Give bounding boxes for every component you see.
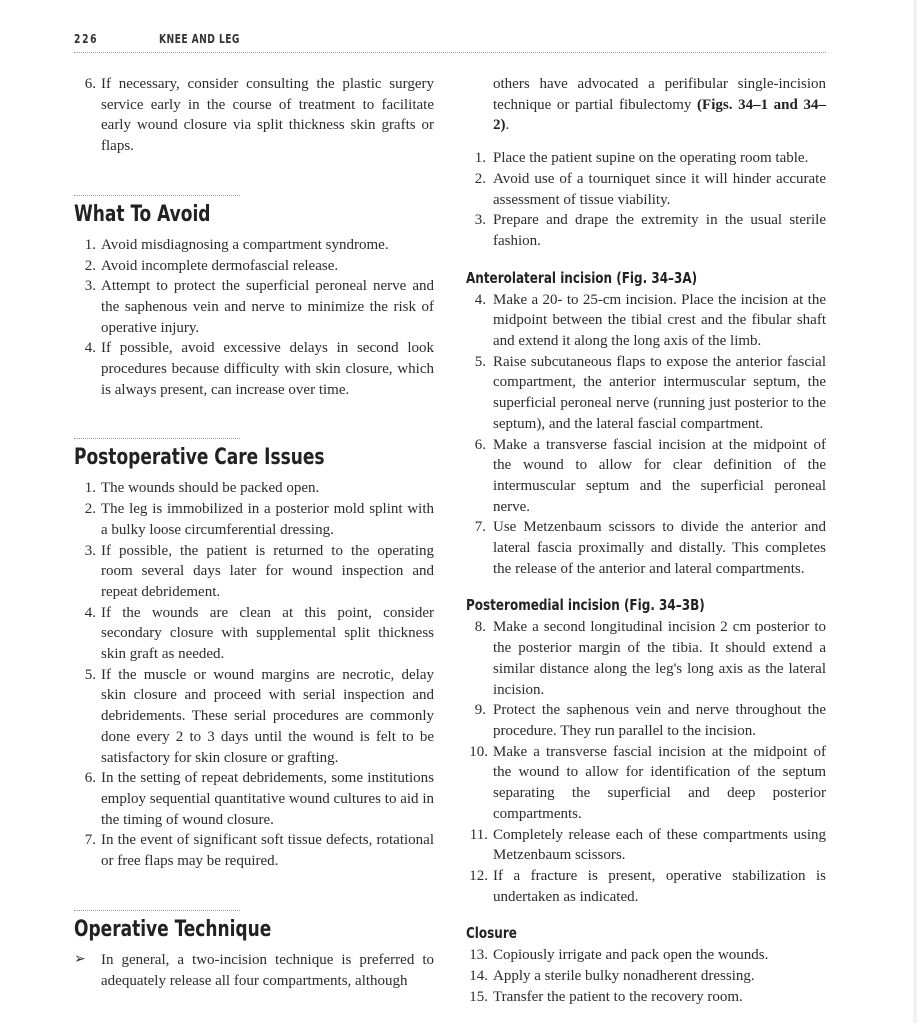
list-item xyxy=(74,603,434,665)
list-item xyxy=(74,541,434,603)
operative-technique-bullets xyxy=(74,950,434,991)
subsection-title-anterolateral: Anterolateral incision (Fig. 34–3A) xyxy=(466,268,698,287)
item-text: Completely release each of these compartments using Metzenbaum scissors. xyxy=(493,826,826,864)
item-text: Transfer the patient to the recovery room. xyxy=(493,988,743,1005)
what-to-avoid-list xyxy=(74,235,434,401)
continued-paragraph xyxy=(466,74,826,136)
section-title-operative-technique: Operative Technique xyxy=(74,916,272,942)
list-item xyxy=(74,830,434,871)
subsection-title-posteromedial: Posteromedial incision (Fig. 34–3B) xyxy=(466,596,705,615)
list-item xyxy=(74,338,434,400)
list-item xyxy=(466,987,826,1008)
continued-list xyxy=(74,74,434,157)
list-item xyxy=(466,966,826,987)
list-item xyxy=(74,665,434,769)
item-number: 9. xyxy=(474,702,486,719)
list-item xyxy=(466,945,826,966)
item-text: Copiously irrigate and pack open the wounds. xyxy=(493,947,769,964)
item-text: The leg is immobilized in a posterior mold splint with a bulky loose circumferential dressing. xyxy=(101,501,434,538)
item-number: 6. xyxy=(84,770,96,787)
item-text: If a fracture is present, operative stabilization is undertaken as indicated. xyxy=(493,867,826,905)
list-item xyxy=(466,435,826,518)
list-item xyxy=(74,768,434,830)
item-number: 7. xyxy=(474,519,486,536)
item-text: Make a second longitudinal incision 2 cm posterior to the posterior margin of the tibia. It should extend a similar distance along the leg's long axis as the lateral incision. xyxy=(493,619,826,698)
item-text: Avoid misdiagnosing a compartment syndrome. xyxy=(101,236,389,253)
list-item xyxy=(466,169,826,210)
item-text: In the setting of repeat debridements, some institutions employ sequential quantitative wound cultures to aid in the timing of wound closure. xyxy=(101,770,434,828)
item-number: 11. xyxy=(469,826,488,843)
bullet-text: In general, a two-incision technique is preferred to adequately release all four compartments, although xyxy=(101,951,434,989)
item-text: Prepare and drape the extremity in the usual sterile fashion. xyxy=(493,212,826,249)
item-text: Place the patient supine on the operating room table. xyxy=(493,150,809,167)
item-number: 7. xyxy=(84,832,96,849)
paragraph-end: . xyxy=(505,117,510,134)
item-text: If necessary, consider consulting the plastic surgery service early in the course of treatment to facilitate early wound closure via split thickness skin grafts or flaps. xyxy=(101,76,434,155)
item-text: In the event of significant soft tissue defects, rotational or free flaps may be required. xyxy=(101,832,434,870)
chapter-title: KNEE AND LEG xyxy=(159,32,240,46)
item-number: 3. xyxy=(474,212,486,229)
item-number: 14. xyxy=(469,968,488,985)
subsection-title-closure: Closure xyxy=(466,924,517,943)
list-item xyxy=(466,742,826,825)
item-text: If possible, the patient is returned to the operating room several days later for wound inspection and repeat debridement. xyxy=(101,542,434,600)
item-number: 8. xyxy=(474,619,486,636)
list-item xyxy=(74,499,434,540)
page-number: 226 xyxy=(74,32,99,46)
item-text: Make a transverse fascial incision at the midpoint of the wound to allow for identification of the septum separating the superficial and deep posterior compartments. xyxy=(493,743,826,822)
list-item xyxy=(466,617,826,700)
list-item xyxy=(466,210,826,251)
item-number: 2. xyxy=(84,257,96,274)
right-column xyxy=(466,74,826,1007)
item-number: 5. xyxy=(474,353,486,370)
list-item xyxy=(74,74,434,157)
list-item xyxy=(74,478,434,499)
item-text: Protect the saphenous vein and nerve throughout the procedure. They run parallel to the incision. xyxy=(493,702,826,739)
list-item xyxy=(466,148,826,169)
section-title-what-to-avoid: What To Avoid xyxy=(74,201,211,227)
section-title-postoperative-care: Postoperative Care Issues xyxy=(74,445,325,471)
item-text: If the wounds are clean at this point, consider secondary closure with supplemental split thickness skin graft as needed. xyxy=(101,604,434,663)
figure-reference: (Figs. 34–1 and 34–2) xyxy=(493,96,826,134)
setup-list xyxy=(466,148,826,252)
list-item xyxy=(466,700,826,741)
item-text: Make a transverse fascial incision at the midpoint of the wound to allow for clear definition of the intermuscular septum and the superficial peroneal nerve. xyxy=(493,436,826,515)
paragraph-text: others have advocated a perifibular single-incision technique or partial fibulectomy xyxy=(493,76,826,113)
item-number: 3. xyxy=(84,542,96,559)
anterolateral-list xyxy=(466,290,826,580)
item-text: Use Metzenbaum scissors to divide the anterior and lateral fascia proximally and distally. This completes the release of the anterior and lateral compartments. xyxy=(493,519,826,577)
item-number: 1. xyxy=(474,150,486,167)
item-number: 15. xyxy=(469,988,488,1005)
posteromedial-list xyxy=(466,617,826,907)
item-text: The wounds should be packed open. xyxy=(101,480,320,497)
item-text: If possible, avoid excessive delays in second look procedures because difficulty with skin closure, which is always present, can increase over time. xyxy=(101,340,434,398)
list-item xyxy=(74,276,434,338)
header-divider xyxy=(74,52,826,53)
item-text: Apply a sterile bulky nonadherent dressing. xyxy=(493,968,755,985)
item-text: Raise subcutaneous flaps to expose the anterior fascial compartment, the anterior intermuscular septum, the superficial peroneal nerve (running just posterior to the septum), and the lateral fascial compartment. xyxy=(493,353,826,432)
bullet-item xyxy=(74,950,434,991)
item-number: 2. xyxy=(84,501,96,518)
item-number: 1. xyxy=(84,236,96,253)
item-number: 5. xyxy=(84,666,96,683)
list-item xyxy=(466,866,826,907)
item-number: 10. xyxy=(469,743,488,760)
item-text: Attempt to protect the superficial peroneal nerve and the saphenous vein and nerve to minimize the risk of operative injury. xyxy=(101,278,434,336)
list-item xyxy=(74,235,434,256)
list-item xyxy=(74,256,434,277)
item-text: Avoid incomplete dermofascial release. xyxy=(101,257,339,274)
item-text: Make a 20- to 25-cm incision. Place the incision at the midpoint between the tibial crest and the fibular shaft and extend it along the long axis of the limb. xyxy=(493,291,826,350)
item-number: 4. xyxy=(474,291,486,308)
item-number: 4. xyxy=(84,604,96,621)
list-item xyxy=(466,825,826,866)
item-text: Avoid use of a tourniquet since it will hinder accurate assessment of tissue viability. xyxy=(493,170,826,208)
left-column xyxy=(74,74,434,991)
running-head xyxy=(74,32,713,54)
item-number: 2. xyxy=(474,170,486,187)
item-number: 3. xyxy=(84,278,96,295)
arrowhead-bullet-icon: ➢ xyxy=(74,951,86,967)
item-number: 6. xyxy=(474,436,486,453)
postoperative-care-list xyxy=(74,478,434,871)
item-number: 6. xyxy=(84,76,96,92)
item-number: 13. xyxy=(469,947,488,964)
list-item xyxy=(466,352,826,435)
item-number: 12. xyxy=(469,867,488,884)
item-number: 1. xyxy=(84,480,96,497)
item-text: If the muscle or wound margins are necrotic, delay skin closure and proceed with serial inspection and debridements. These serial procedures are commonly done every 2 to 3 days until the wound is felt to be satisfactory for skin closure or grafting. xyxy=(101,666,434,766)
list-item xyxy=(466,517,826,579)
closure-list xyxy=(466,945,826,1007)
page-edge-strip xyxy=(913,0,917,1023)
list-item xyxy=(466,290,826,352)
item-number: 4. xyxy=(84,340,96,357)
